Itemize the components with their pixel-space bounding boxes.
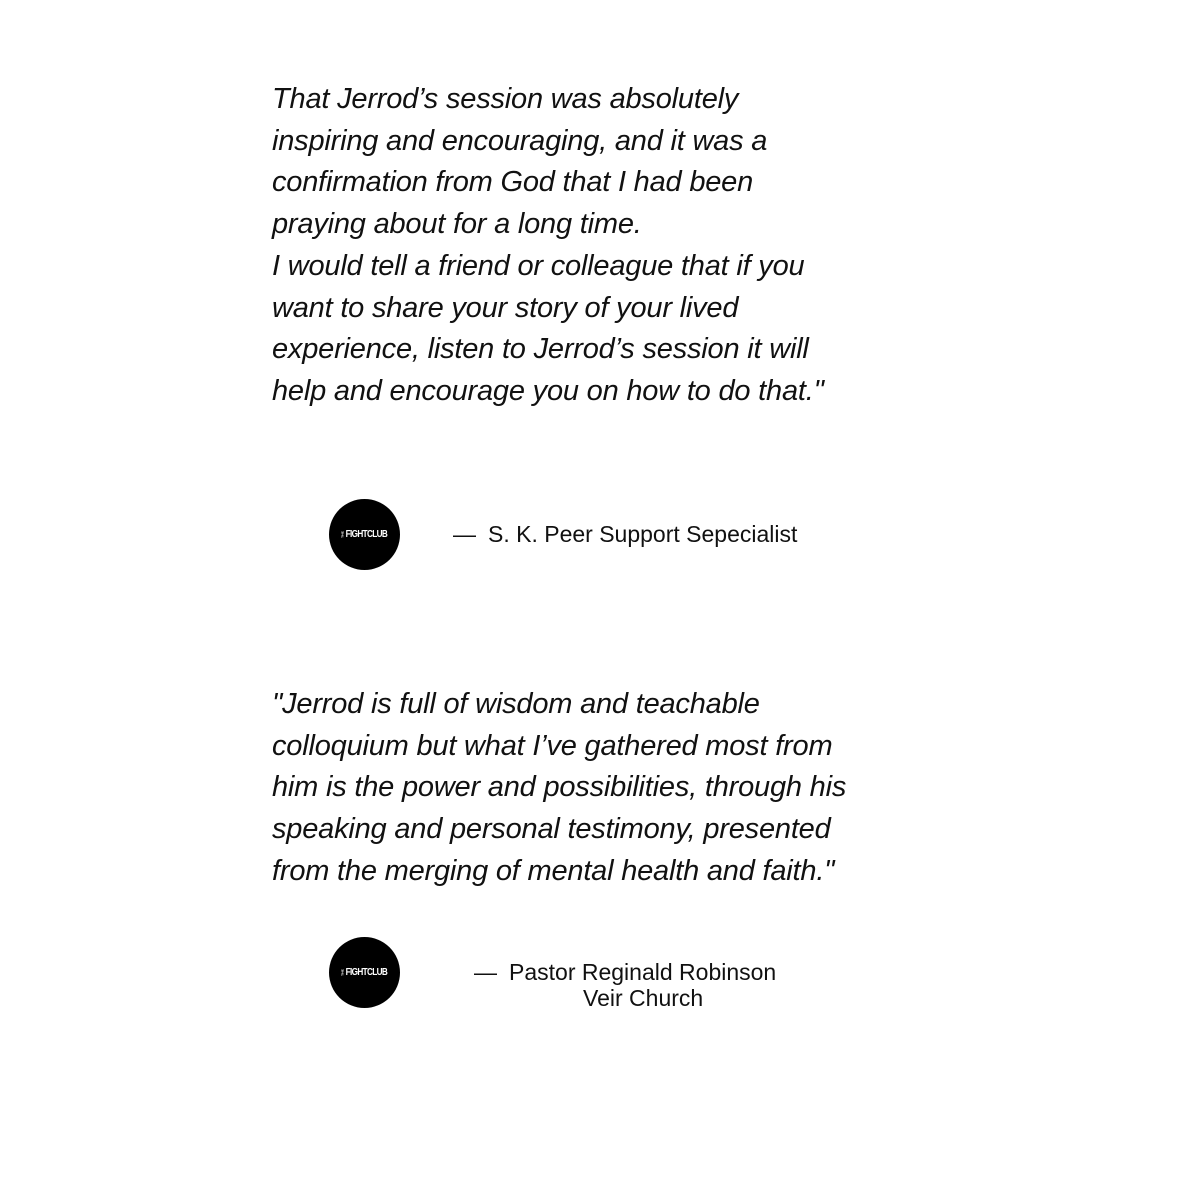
quote-line: help and encourage you on how to do that."	[272, 374, 824, 407]
quote-line: inspiring and encouraging, and it was a	[272, 124, 768, 157]
testimonial-quote-1	[272, 79, 952, 413]
quote-line: praying about for a long time.	[272, 208, 642, 241]
testimonial-quote-2	[272, 684, 952, 893]
attribution-name: Pastor Reginald Robinson	[509, 959, 777, 985]
testimonial-attribution-2	[474, 959, 776, 1011]
quote-line: That Jerrod’s session was absolutely	[272, 83, 739, 115]
quote-line: him is the power and possibilities, through his	[272, 771, 847, 804]
logo-small-text: THE	[341, 969, 345, 976]
logo-main-text: FIGHTCLUB	[345, 967, 388, 978]
quote-line: want to share your story of your lived	[272, 291, 739, 324]
quote-line: from the merging of mental health and faith."	[272, 854, 835, 887]
fightclub-logo	[329, 499, 400, 570]
quote-line: experience, listen to Jerrod’s session it will	[272, 333, 809, 366]
logo-main-text: FIGHTCLUB	[345, 529, 388, 540]
em-dash: —	[474, 959, 497, 985]
em-dash: —	[453, 521, 476, 547]
quote-line: speaking and personal testimony, presented	[272, 813, 831, 846]
logo-wordmark	[342, 529, 387, 540]
logo-small-text: THE	[341, 531, 345, 538]
quote-line: confirmation from God that I had been	[272, 166, 754, 199]
attribution-name: S. K. Peer Support Sepecialist	[488, 521, 798, 547]
logo-wordmark	[342, 967, 387, 978]
fightclub-logo	[329, 937, 400, 1008]
quote-line: "Jerrod is full of wisdom and teachable	[272, 688, 760, 720]
quote-line: colloquium but what I’ve gathered most from	[272, 729, 833, 762]
attribution-organization: Veir Church	[583, 985, 704, 1011]
quote-line: I would tell a friend or colleague that if you	[272, 249, 805, 282]
testimonial-attribution-1	[453, 521, 797, 547]
